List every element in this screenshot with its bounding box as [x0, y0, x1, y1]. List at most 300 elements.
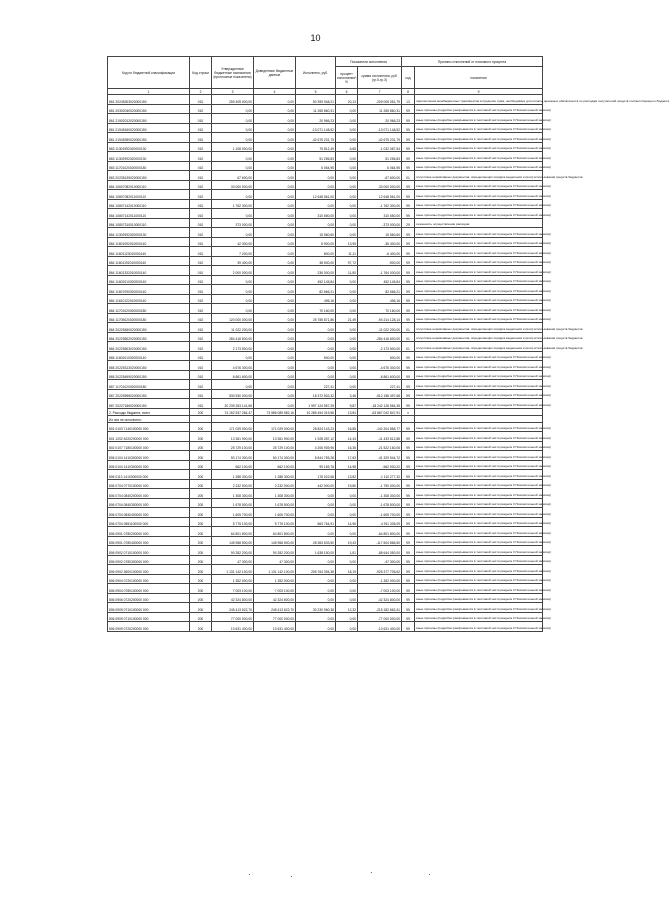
cell-code: 864 11602010020000140	[108, 275, 190, 285]
table-row	[108, 432, 543, 442]
cell-deviation: -142 204 856,77	[358, 422, 402, 432]
table-row	[108, 370, 543, 380]
table-row	[108, 323, 543, 333]
cell-reason-code: 99	[402, 498, 415, 508]
cell-reason-text: иные причины (подробно раскрывается в текстовой части раздела 3 Пояснительной записки)	[415, 527, 543, 537]
cell-executed: 0,00	[296, 612, 336, 622]
cell-executed: 30 230 960,38	[296, 603, 336, 613]
cell-reason-text: иные причины (подробно раскрывается в текстовой части раздела 3 Пояснительной записки)	[415, 199, 543, 209]
cell-limits: 0,00	[254, 247, 296, 257]
cell-line: 010	[190, 285, 212, 295]
cell-executed: 452 145,84	[296, 275, 336, 285]
cell-pct: 0,00	[336, 574, 358, 584]
scan-speck: ·	[290, 872, 293, 881]
cell-line: 010	[190, 389, 212, 399]
cell-pct: 0,00	[336, 161, 358, 171]
cell-approved: 0,00	[212, 161, 254, 171]
cell-reason-code: 99	[402, 593, 415, 603]
cell-approved: 0,00	[212, 114, 254, 124]
cell-limits: 0,00	[254, 237, 296, 247]
header-indicators: Показатели исполнения	[336, 57, 402, 67]
cell-limits: 0,00	[254, 171, 296, 181]
cell-reason-text: иные причины (подробно раскрывается в текстовой части раздела 3 Пояснительной записки)	[415, 152, 543, 162]
cell-reason-code: 99	[402, 527, 415, 537]
cell-deviation: -900,00	[358, 256, 402, 266]
cell-code: 864 11701020020000180	[108, 304, 190, 314]
cell-executed: 51 256,83	[296, 152, 336, 162]
cell-pct: 0,00	[336, 285, 358, 295]
cell-code: 861 21945160020000150	[108, 123, 190, 133]
cell-reason-code: 13	[402, 95, 415, 105]
cell-reason-text: иные причины (подробно раскрывается в текстовой части раздела 3 Пояснительной записки)	[415, 256, 543, 266]
table-row	[108, 180, 543, 190]
cell-executed: 25 785 871,86	[296, 313, 336, 323]
cell-limits: 0,00	[254, 228, 296, 238]
cell-approved: 120 000 000,00	[212, 313, 254, 323]
cell-line: 010	[190, 361, 212, 371]
cell-code: 864 10807142010000110	[108, 199, 190, 209]
cell-limits: 0,00	[254, 342, 296, 352]
cell-limits: 0,00	[254, 218, 296, 228]
cell-pct: 0,00	[336, 275, 358, 285]
cell-limits: 90 282 200,00	[254, 546, 296, 556]
cell-reason-code: 99	[402, 228, 415, 238]
cell-code: 864 11610122010000140	[108, 294, 190, 304]
column-index-cell: 5	[296, 89, 336, 95]
cell-reason-code: 01	[402, 332, 415, 342]
cell-reason-text: перечисление межбюджетных трансфертов в пределах сумм, необходимых для оплаты денежных обязательств по расходам получателей средств соответствующего бюджета	[415, 95, 543, 105]
cell-approved: 0,00	[212, 190, 254, 200]
cell-reason-text: иные причины (подробно раскрывается в текстовой части раздела 3 Пояснительной записки)	[415, 389, 543, 399]
cell-reason-code: 99	[402, 313, 415, 323]
cell-reason-text: иные причины (подробно раскрывается в текстовой части раздела 3 Пояснительной записки)	[415, 161, 543, 171]
table-row	[108, 342, 543, 352]
cell-deviation: -13 071 148,52	[358, 123, 402, 133]
column-index-cell: 3	[212, 89, 254, 95]
cell-deviation: 51 256,83	[358, 152, 402, 162]
cell-approved: 662 100,00	[212, 460, 254, 470]
cell-reason-text: отсутствие нормативных документов, определяющих порядок выделения и (или) использования средств бюджетов	[415, 342, 543, 352]
cell-reason-code: 99	[402, 256, 415, 266]
cell-line: 010	[190, 304, 212, 314]
cell-approved: 0,00	[212, 123, 254, 133]
cell-reason-text: иные причины (подробно раскрывается в текстовой части раздела 3 Пояснительной записки)	[415, 593, 543, 603]
cell-reason-text: иные причины (подробно раскрывается в текстовой части раздела 3 Пояснительной записки)	[415, 285, 543, 295]
cell-pct: 11,11	[336, 247, 358, 257]
cell-executed: 500,00	[296, 351, 336, 361]
cell-approved: 1 762 300,00	[212, 199, 254, 209]
cell-approved: 90 282 200,00	[212, 546, 254, 556]
table-row	[108, 332, 543, 342]
table-row	[108, 527, 543, 537]
cell-reason-text: иные причины (подробно раскрывается в текстовой части раздела 3 Пояснительной записки)	[415, 180, 543, 190]
cell-line: 010	[190, 380, 212, 390]
header-pct: процент исполнения*, %	[336, 67, 358, 89]
cell-code: 806 0704 0840400000 000	[108, 508, 190, 518]
cell-limits: 171 029 000,00	[254, 422, 296, 432]
cell-reason-code: 99	[402, 180, 415, 190]
table-row	[108, 555, 543, 565]
cell-reason-text: иные причины (подробно раскрывается в текстовой части раздела 3 Пояснительной записки)	[415, 313, 543, 323]
cell-pct: 0,00	[336, 612, 358, 622]
cell-line: 010	[190, 161, 212, 171]
table-row	[108, 256, 543, 266]
cell-limits: 0,00	[254, 380, 296, 390]
cell-reason-code: 99	[402, 517, 415, 527]
cell-line: 010	[190, 171, 212, 181]
cell-line: 010	[190, 370, 212, 380]
cell-approved: 0,00	[212, 209, 254, 219]
table-row	[108, 313, 543, 323]
cell-executed: 310 650,00	[296, 209, 336, 219]
cell-deviation: 6 064,95	[358, 161, 402, 171]
cell-line: 200	[190, 565, 212, 575]
cell-line: 200	[190, 555, 212, 565]
cell-executed: 178 022,68	[296, 470, 336, 480]
cell-approved: 25 729 100,00	[212, 441, 254, 451]
cell-reason-code: 99	[402, 470, 415, 480]
cell-line: 200	[190, 489, 212, 499]
cell-reason-text: иные причины (подробно раскрывается в текстовой части раздела 3 Пояснительной записки)	[415, 361, 543, 371]
cell-line: 010	[190, 190, 212, 200]
cell-deviation	[358, 415, 402, 422]
cell-code: 806 0909 0710100000 000	[108, 603, 190, 613]
cell-reason-text: иные причины (подробно раскрывается в текстовой части раздела 3 Пояснительной записки)	[415, 237, 543, 247]
cell-reason-text: иные причины (подробно раскрывается в текстовой части раздела 3 Пояснительной записки)	[415, 351, 543, 361]
table-row	[108, 133, 543, 143]
cell-reason-code: x	[402, 408, 415, 415]
cell-approved: 1 605 700,00	[212, 508, 254, 518]
cell-executed	[296, 415, 336, 422]
cell-deviation: -6 400,00	[358, 247, 402, 257]
cell-reason-code: 99	[402, 123, 415, 133]
cell-limits: 77 000 000,00	[254, 612, 296, 622]
cell-approved: 259 405 000,00	[212, 95, 254, 105]
cell-reason-code: 99	[402, 209, 415, 219]
cell-approved: 1 108 000,00	[212, 142, 254, 152]
cell-line: 200	[190, 441, 212, 451]
cell-line: 010	[190, 123, 212, 133]
cell-deviation: -1 605 700,00	[358, 508, 402, 518]
cell-line: 010	[190, 199, 212, 209]
cell-code: Из них не исполнено:	[108, 415, 190, 422]
cell-executed: 0,00	[296, 199, 336, 209]
cell-line: 010	[190, 351, 212, 361]
cell-reason-text: отсутствие нормативных документов, определяющих порядок выделения и (или) использования средств бюджетов	[415, 323, 543, 333]
column-index-cell: 6	[336, 89, 358, 95]
cell-code: 864 11601332010000140	[108, 266, 190, 276]
cell-limits: 0,00	[254, 142, 296, 152]
cell-deviation: -41 329 544,72	[358, 451, 402, 461]
cell-pct: 0,00	[336, 199, 358, 209]
cell-executed: 205 764 394,38	[296, 565, 336, 575]
column-index-cell: 8	[402, 89, 415, 95]
cell-approved: 13 361 900,00	[212, 432, 254, 442]
cell-reason-text: иные причины (подробно раскрывается в текстовой части раздела 3 Пояснительной записки)	[415, 508, 543, 518]
cell-approved: 74 152 537 284,47	[212, 408, 254, 415]
cell-executed: 236 000,00	[296, 266, 336, 276]
column-index-cell: 7	[358, 89, 402, 95]
header-reasons: Причины отклонений от планового процента	[402, 57, 543, 67]
cell-deviation: 11 265 860,31	[358, 104, 402, 114]
cell-executed: 0,00	[296, 342, 336, 352]
cell-pct: 0,00	[336, 190, 358, 200]
header-executed: Исполнено, руб.	[296, 57, 336, 89]
cell-approved: 0,00	[212, 294, 254, 304]
cell-code: 806 0704 0840300000 000	[108, 498, 190, 508]
cell-code: 801 0103 7140100000 000	[108, 422, 190, 432]
cell-pct: 6,65	[336, 142, 358, 152]
cell-code: 864 20225502020000150	[108, 332, 190, 342]
cell-reason-text: иные причины (подробно раскрывается в текстовой части раздела 3 Пояснительной записки)	[415, 574, 543, 584]
cell-approved: 0,00	[212, 133, 254, 143]
table-row	[108, 190, 543, 200]
cell-code: 2. Расходы бюджета, всего	[108, 408, 190, 415]
table-row	[108, 622, 543, 632]
cell-pct: 18,19	[336, 565, 358, 575]
cell-executed: 0,00	[296, 370, 336, 380]
cell-limits: 50 174 300,00	[254, 451, 296, 461]
cell-reason-text: иные причины (подробно раскрывается в текстовой части раздела 3 Пояснительной записки)	[415, 275, 543, 285]
cell-limits: 1 308 300,00	[254, 489, 296, 499]
cell-approved: 2 000 000,00	[212, 266, 254, 276]
cell-deviation: -1 352 000,00	[358, 574, 402, 584]
cell-line: 010	[190, 95, 212, 105]
table-row	[108, 209, 543, 219]
cell-reason-code: 99	[402, 199, 415, 209]
cell-code: 863 11701020020000180	[108, 161, 190, 171]
cell-approved: 7 200,00	[212, 247, 254, 257]
cell-reason-text: иные причины (подробно раскрывается в текстовой части раздела 3 Пояснительной записки)	[415, 432, 543, 442]
cell-code: 861 20302040020000150	[108, 104, 190, 114]
cell-limits: 145 968 500,00	[254, 536, 296, 546]
cell-executed: 800,00	[296, 247, 336, 257]
table-row	[108, 304, 543, 314]
cell-line: 200	[190, 498, 212, 508]
cell-executed: 5 900,00	[296, 237, 336, 247]
cell-approved: 6 861 600,00	[212, 370, 254, 380]
cell-executed: 79 812,49	[296, 142, 336, 152]
cell-reason-text: иные причины (подробно раскрывается в текстовой части раздела 3 Пояснительной записки)	[415, 266, 543, 276]
cell-pct: 11,80	[336, 266, 358, 276]
cell-approved: 284 418 600,00	[212, 332, 254, 342]
table-row	[108, 380, 543, 390]
cell-reason-text: иные причины (подробно раскрывается в текстовой части раздела 3 Пояснительной записки)	[415, 380, 543, 390]
cell-pct: 0,00	[336, 527, 358, 537]
table-row	[108, 399, 543, 409]
table-row	[108, 114, 543, 124]
cell-limits: 0,00	[254, 294, 296, 304]
cell-limits: 0,00	[254, 285, 296, 295]
cell-pct: 0,00	[336, 123, 358, 133]
cell-pct: 3,46	[336, 389, 358, 399]
cell-pct: 0,00	[336, 622, 358, 632]
table-row	[108, 152, 543, 162]
cell-pct: 0,00	[336, 593, 358, 603]
cell-reason-text: иные причины (подробно раскрывается в текстовой части раздела 3 Пояснительной записки)	[415, 546, 543, 556]
cell-approved: 0,00	[212, 285, 254, 295]
cell-executed: 0,00	[296, 361, 336, 371]
cell-line: 010	[190, 104, 212, 114]
cell-line: 010	[190, 332, 212, 342]
cell-reason-text: отсутствие нормативных документов, определяющих порядок выделения и (или) использования средств бюджетов	[415, 171, 543, 181]
cell-approved: 0,00	[212, 275, 254, 285]
cell-executed: 0,00	[296, 218, 336, 228]
cell-limits: 1 352 000,00	[254, 574, 296, 584]
header-reason-code: код	[402, 67, 415, 89]
table-row	[108, 104, 543, 114]
cell-reason-code: 99	[402, 370, 415, 380]
cell-reason-code: 99	[402, 114, 415, 124]
cell-line: 010	[190, 266, 212, 276]
cell-code: 864 11607090020000140	[108, 285, 190, 295]
cell-code: 806 0904 0780100000 000	[108, 584, 190, 594]
cell-line: 200	[190, 451, 212, 461]
cell-code: 863 11301992020000130	[108, 142, 190, 152]
cell-line: 200	[190, 546, 212, 556]
cell-executed: -13 071 148,52	[296, 123, 336, 133]
cell-limits: 0,00	[254, 266, 296, 276]
cell-line: 200	[190, 508, 212, 518]
table-row	[108, 199, 543, 209]
cell-reason-text: иные причины (подробно раскрывается в текстовой части раздела 3 Пояснительной записки)	[415, 247, 543, 257]
cell-limits: 0,00	[254, 180, 296, 190]
cell-deviation: 15 560,60	[358, 228, 402, 238]
cell-reason-code: 99	[402, 612, 415, 622]
cell-pct: 0,00	[336, 498, 358, 508]
cell-pct: 0,00	[336, 380, 358, 390]
cell-limits: 0,00	[254, 332, 296, 342]
cell-reason-code: 99	[402, 603, 415, 613]
cell-code: 864 11705020020000180	[108, 313, 190, 323]
cell-line: 010	[190, 294, 212, 304]
cell-line: 200	[190, 460, 212, 470]
cell-approved: 42 300,00	[212, 237, 254, 247]
cell-code: 864 11601192010000140	[108, 256, 190, 266]
cell-executed: 0,00	[296, 180, 336, 190]
cell-pct: 17,63	[336, 451, 358, 461]
cell-reason-code: 99	[402, 275, 415, 285]
cell-reason-text: иные причины (подробно раскрывается в текстовой части раздела 3 Пояснительной записки)	[415, 555, 543, 565]
cell-line: 200	[190, 536, 212, 546]
cell-limits	[254, 415, 296, 422]
cell-approved: 0,00	[212, 104, 254, 114]
cell-approved: 145 968 500,00	[212, 536, 254, 546]
cell-limits: 0,00	[254, 123, 296, 133]
column-index-cell: 1	[108, 89, 190, 95]
cell-line: 010	[190, 180, 212, 190]
cell-reason-code: 99	[402, 389, 415, 399]
cell-deviation: -925 377 705,62	[358, 565, 402, 575]
cell-limits: 25 729 100,00	[254, 441, 296, 451]
cell-line: 010	[190, 275, 212, 285]
cell-executed: 18 372 502,32	[296, 389, 336, 399]
cell-deviation: -512 158 497,68	[358, 389, 402, 399]
cell-approved: 50 174 300,00	[212, 451, 254, 461]
cell-reason-code: 99	[402, 190, 415, 200]
table-row	[108, 574, 543, 584]
cell-reason-text: иные причины (подробно раскрывается в текстовой части раздела 3 Пояснительной записки)	[415, 142, 543, 152]
cell-code: 867 20225598020000150	[108, 389, 190, 399]
cell-reason-code: 99	[402, 266, 415, 276]
cell-deviation: -1 790 000,00	[358, 479, 402, 489]
cell-pct: 19,80	[336, 479, 358, 489]
cell-deviation: -215 182 662,41	[358, 603, 402, 613]
cell-reason-code: 99	[402, 441, 415, 451]
cell-reason-text: иные причины (подробно раскрывается в текстовой части раздела 3 Пояснительной записки)	[415, 422, 543, 432]
cell-limits: 47 300,00	[254, 555, 296, 565]
cell-executed: 227,41	[296, 380, 336, 390]
cell-limits: 0,00	[254, 389, 296, 399]
cell-reason-text: иные причины (подробно раскрывается в текстовой части раздела 3 Пояснительной записки)	[415, 133, 543, 143]
column-index-cell: 4	[254, 89, 296, 95]
cell-reason-text: иные причины (подробно раскрывается в текстовой части раздела 3 Пояснительной записки)	[415, 536, 543, 546]
table-row	[108, 603, 543, 613]
table-row	[108, 470, 543, 480]
table-row	[108, 441, 543, 451]
table-row	[108, 294, 543, 304]
cell-deviation: -67 600,00	[358, 171, 402, 181]
cell-deviation: -1 764 000,00	[358, 266, 402, 276]
table-row	[108, 593, 543, 603]
cell-approved: 7 003 100,00	[212, 584, 254, 594]
cell-deviation: -63 867 042 847,91	[358, 408, 402, 415]
cell-deviation: -88 644 050,00	[358, 546, 402, 556]
cell-approved: 5 775 100,00	[212, 517, 254, 527]
cell-limits: 0,00	[254, 351, 296, 361]
cell-pct: 14,96	[336, 517, 358, 527]
cell-line: 200	[190, 574, 212, 584]
cell-reason-text: иные причины (подробно раскрывается в текстовой части раздела 3 Пояснительной записки)	[415, 441, 543, 451]
table-row	[108, 161, 543, 171]
cell-limits: 7 003 100,00	[254, 584, 296, 594]
cell-pct: 0,00	[336, 323, 358, 333]
cell-approved: 373 000,00	[212, 218, 254, 228]
cell-approved: 0,00	[212, 380, 254, 390]
table-row	[108, 584, 543, 594]
cell-approved: 2 232 000,00	[212, 479, 254, 489]
cell-reason-code: 99	[402, 142, 415, 152]
cell-executed: 4 206 939,95	[296, 441, 336, 451]
cell-line: 200	[190, 612, 212, 622]
cell-pct: 0,00	[336, 133, 358, 143]
table-row	[108, 612, 543, 622]
cell-reason-code: 99	[402, 237, 415, 247]
cell-reason-text: иные причины (подробно раскрывается в текстовой части раздела 3 Пояснительной записки)	[415, 304, 543, 314]
table-row	[108, 123, 543, 133]
cell-approved: 0,00	[212, 351, 254, 361]
cell-reason-text: иные причины (подробно раскрывается в текстовой части раздела 3 Пояснительной записки)	[415, 190, 543, 200]
cell-reason-code: 99	[402, 546, 415, 556]
cell-executed: 6 064,95	[296, 161, 336, 171]
cell-approved: 67 600,00	[212, 171, 254, 181]
cell-approved: 1 308 300,00	[212, 489, 254, 499]
cell-deviation: -36 400,00	[358, 237, 402, 247]
cell-code: 806 0113 1410300000 000	[108, 470, 190, 480]
cell-line: 200	[190, 479, 212, 489]
cell-limits: 0,00	[254, 361, 296, 371]
cell-reason-code: 01	[402, 323, 415, 333]
cell-pct: 0,00	[336, 489, 358, 499]
cell-deviation: 500,00	[358, 351, 402, 361]
cell-approved: 530 530 000,00	[212, 389, 254, 399]
table-row	[108, 508, 543, 518]
cell-reason-code: 99	[402, 622, 415, 632]
cell-deviation: 70 160,00	[358, 304, 402, 314]
cell-reason-code: 99	[402, 479, 415, 489]
cell-executed: -42 675 231,79	[296, 133, 336, 143]
cell-pct: 0,00	[336, 218, 358, 228]
